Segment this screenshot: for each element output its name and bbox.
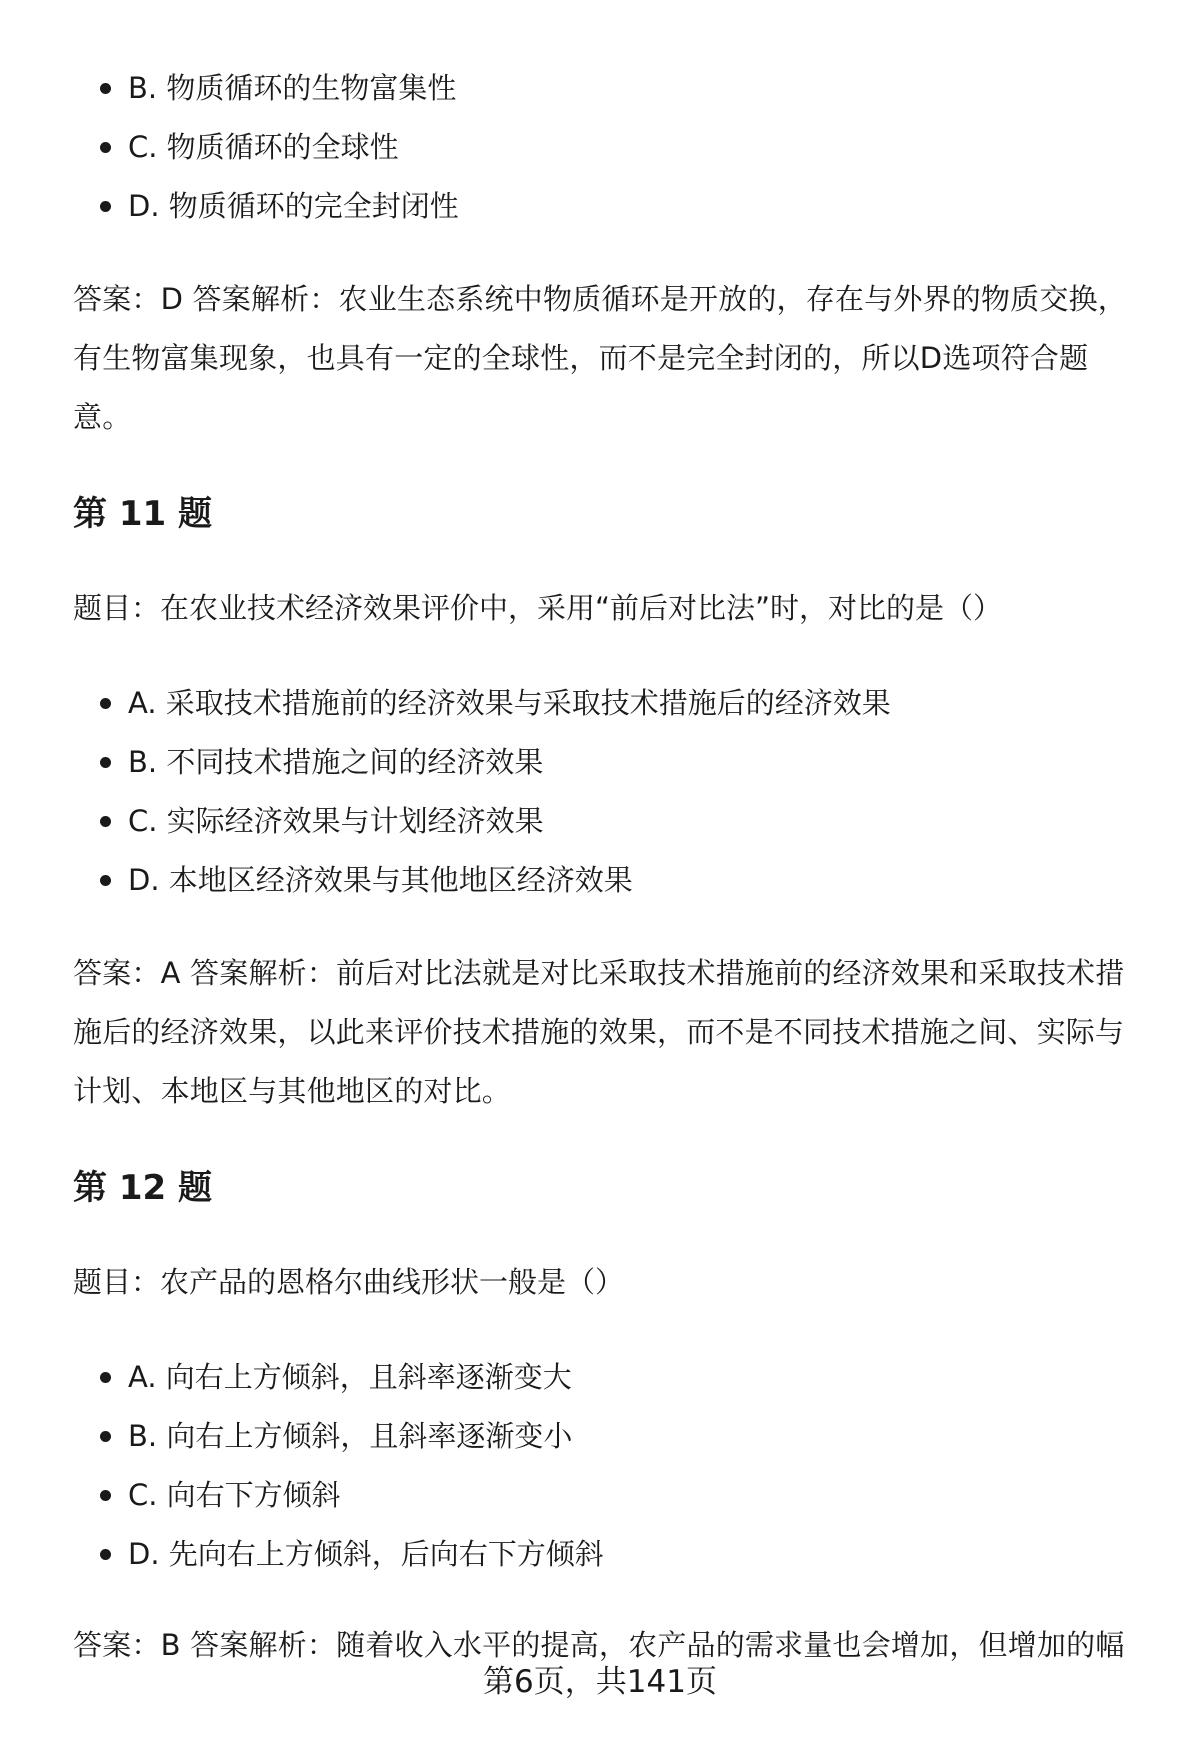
bullet-icon bbox=[100, 201, 111, 212]
page-number: 第6页，共141页 bbox=[483, 1664, 717, 1700]
bullet-icon bbox=[100, 816, 111, 827]
question-11-answer bbox=[73, 944, 1145, 1121]
answer-line: 答案：A 答案解析：前后对比法就是对比采取技术措施前的经济效果和采取技术措 bbox=[73, 956, 1125, 990]
bullet-icon bbox=[100, 1549, 111, 1560]
question-12-text: 题目：农产品的恩格尔曲线形状一般是（） bbox=[73, 1265, 625, 1299]
bullet-icon bbox=[100, 1490, 111, 1501]
prev-answer bbox=[73, 270, 1145, 447]
question-12-heading: 第 12 题 bbox=[73, 1168, 212, 1208]
answer-line: 答案：B 答案解析：随着收入水平的提高，农产品的需求量也会增加，但增加的幅 bbox=[73, 1628, 1125, 1662]
option-c: C. 实际经济效果与计划经济效果 bbox=[128, 803, 544, 839]
bullet-icon bbox=[100, 83, 111, 94]
answer-line: 答案：D 答案解析：农业生态系统中物质循环是开放的，存在与外界的物质交换， bbox=[73, 282, 1127, 316]
answer-line: 有生物富集现象，也具有一定的全球性，而不是完全封闭的，所以D选项符合题 bbox=[73, 341, 1089, 375]
option-c: C. 物质循环的全球性 bbox=[128, 129, 399, 165]
question-11-text: 题目：在农业技术经济效果评价中，采用“前后对比法”时，对比的是（） bbox=[73, 591, 1003, 625]
answer-line: 意。 bbox=[73, 400, 132, 434]
option-d: D. 物质循环的完全封闭性 bbox=[128, 188, 459, 224]
option-d: D. 本地区经济效果与其他地区经济效果 bbox=[128, 862, 633, 898]
bullet-icon bbox=[100, 142, 111, 153]
bullet-icon bbox=[100, 1372, 111, 1383]
bullet-icon bbox=[100, 757, 111, 768]
bullet-icon bbox=[100, 875, 111, 886]
option-a: A. 采取技术措施前的经济效果与采取技术措施后的经济效果 bbox=[128, 685, 891, 721]
bullet-icon bbox=[100, 1431, 111, 1442]
option-b: B. 向右上方倾斜，且斜率逐渐变小 bbox=[128, 1418, 572, 1454]
option-d: D. 先向右上方倾斜，后向右下方倾斜 bbox=[128, 1536, 604, 1572]
question-11-heading: 第 11 题 bbox=[73, 494, 212, 534]
answer-line: 施后的经济效果，以此来评价技术措施的效果，而不是不同技术措施之间、实际与 bbox=[73, 1015, 1125, 1049]
option-a: A. 向右上方倾斜，且斜率逐渐变大 bbox=[128, 1359, 572, 1395]
option-b: B. 物质循环的生物富集性 bbox=[128, 70, 456, 106]
bullet-icon bbox=[100, 698, 111, 709]
answer-line: 计划、本地区与其他地区的对比。 bbox=[73, 1074, 512, 1108]
option-b: B. 不同技术措施之间的经济效果 bbox=[128, 744, 543, 780]
option-c: C. 向右下方倾斜 bbox=[128, 1477, 341, 1513]
